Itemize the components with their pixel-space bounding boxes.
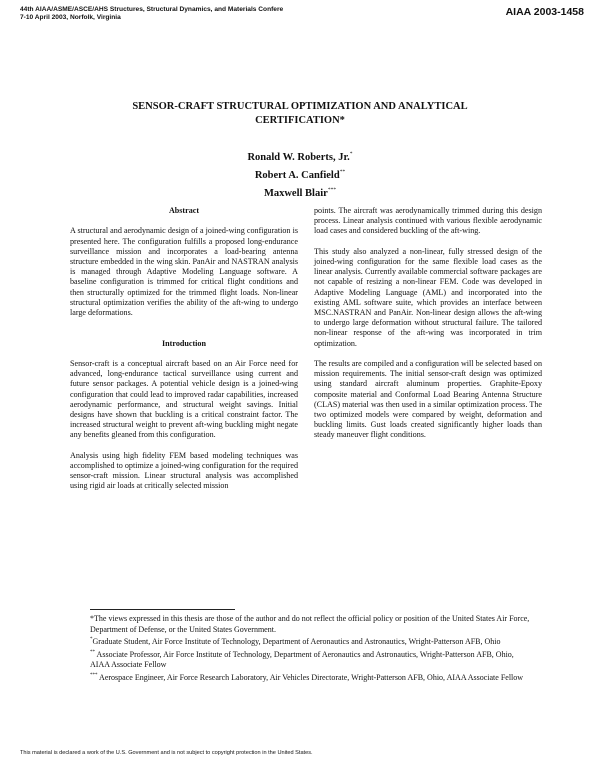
footnotes — [90, 614, 530, 683]
title-line-2: CERTIFICATION* — [255, 115, 345, 126]
footnote-disclaimer: *The views expressed in this thesis are those of the author and do not reflect the official policy or position of the United States Air Force, Department of Defense, or the United States Government. — [90, 614, 530, 634]
conference-line-2: 7-10 April 2003, Norfolk, Virginia — [20, 14, 121, 21]
copyright-notice: This material is declared a work of the U.S. Government and is not subject to copyright protection in the United States. — [20, 750, 313, 756]
conference-header — [20, 6, 440, 22]
abstract-heading: Abstract — [168, 206, 200, 215]
footnote-3: *** Aerospace Engineer, Air Force Research Laboratory, Air Vehicles Directorate, Wright-Patterson AFB, Ohio, AIAA Associate Fellow — [90, 672, 524, 682]
author-3: Maxwell Blair*** — [263, 187, 337, 199]
paper-id: AIAA 2003-1458 — [505, 6, 584, 18]
footnote-2: ** Associate Professor, Air Force Institute of Technology, Department of Aeronautics and Astronautics, Wright-Patterson AFB, Ohio, AIAA Associate Fellow — [90, 649, 514, 669]
intro-paragraph-4: The results are compiled and a configuration will be selected based on mission requirements. The initial sensor-craft design was optimized using standard aircraft aluminum properties. Graphite-Epoxy composite material and Conformal Load Bearing Antenna Structure (CLAS) material was then used in a similar optimization process. The two optimized models were compared by weight, deformation and buckling limits. Gust loads created significantly higher loads than steady maneuver flight conditions. — [314, 359, 542, 440]
introduction-heading: Introduction — [162, 338, 206, 348]
intro-paragraph-3: This study also analyzed a non-linear, fully stressed design of the joined-wing configuration for the same flexible load cases as the linear analysis. Currently available commercial software packages are not capable of resizing a non-linear FEM. Code was developed in Adaptive Modeling Language (AML) and incorporated into the existing AML software suite, which provides an interface between MSC.NASTRAN and PanAir. Non-linear design allows the aft-wing to undergo large deformation without structural failure. The tailored non-linear response of the aft-wing was incorporated in trim optimization. — [314, 246, 542, 348]
abstract-text: A structural and aerodynamic design of a joined-wing configuration is presented here. The configuration fulfills a proposed long-endurance surveillance mission and incorporates a load-bearing antenna structure embedded in the wing skin. PanAir and NASTRAN analysis is managed through Adaptive Modeling Language software. A baseline configuration is trimmed for critical flight conditions and then structurally optimized for the trimmed flight loads. Non-linear structural optimization verifies the ability of the aft-wing to undergo large deformations. — [70, 226, 298, 318]
author-1: Ronald W. Roberts, Jr.* — [247, 151, 353, 163]
intro-paragraph-1: Sensor-craft is a conceptual aircraft based on an Air Force need for advanced, long-endurance tactical surveillance using current and future sensor packages. A potential vehicle design is a joined-wing configuration that could lead to improved radar capabilities, increased aerodynamic performance, and structural weight savings. Initial designs have shown that buckling is a critical constraint factor. The increased structural weight to prevent aft-wing buckling might negate any benefits gleaned from this configuration. — [70, 359, 298, 440]
footnote-1: *Graduate Student, Air Force Institute of Technology, Department of Aeronautics and Astronautics, Wright-Patterson AFB, Ohio — [90, 637, 501, 646]
author-2: Robert A. Canfield** — [254, 169, 346, 181]
intro-paragraph-2-continued: points. The aircraft was aerodynamically trimmed during this design process. Linear analysis continued with various flexible aerodynamic load cases and considered buckling of the aft-wing. — [314, 206, 542, 236]
author-list — [150, 147, 450, 201]
title-line-1: SENSOR-CRAFT STRUCTURAL OPTIMIZATION AND ANALYTICAL — [132, 101, 468, 112]
footnote-divider — [90, 609, 235, 610]
left-column — [70, 206, 298, 502]
right-column — [314, 206, 542, 451]
paper-title — [60, 100, 540, 128]
intro-paragraph-2: Analysis using high fidelity FEM based modeling techniques was accomplished to optimize a joined-wing configuration for the required sensor-craft mission. Linear structural analysis was accomplished using rigid air loads at critically selected mission — [70, 450, 298, 491]
conference-line-1: 44th AIAA/ASME/ASCE/AHS Structures, Structural Dynamics, and Materials Confere — [20, 6, 284, 13]
